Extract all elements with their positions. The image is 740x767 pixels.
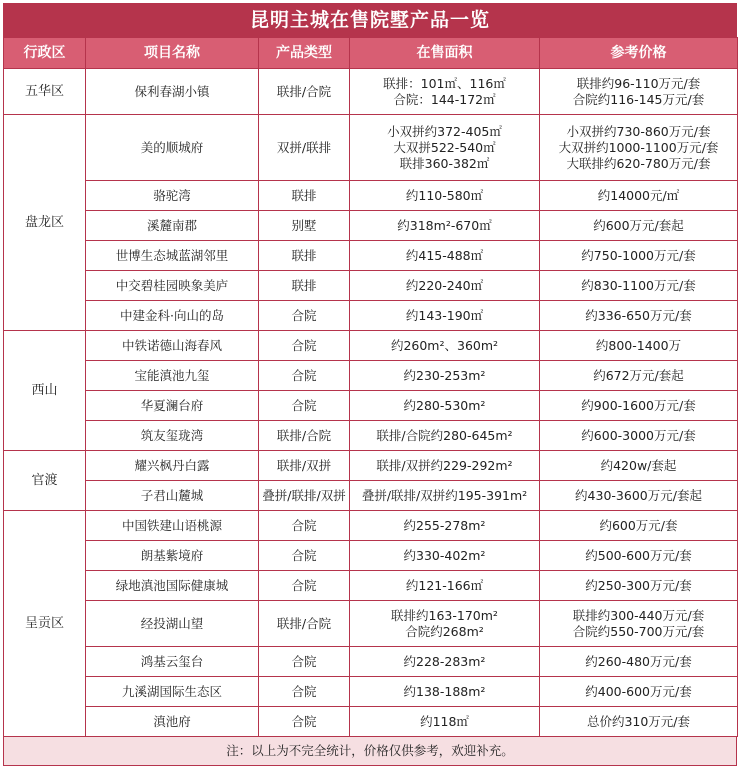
area-cell [350, 241, 540, 271]
project-name-cell: 经投湖山望 [86, 601, 259, 647]
header-district: 行政区 [4, 38, 86, 69]
area-cell [350, 301, 540, 331]
price-line: 小双拼约730-860万元/套 [566, 123, 711, 139]
price-cell [540, 115, 738, 181]
area-cell [350, 511, 540, 541]
table-row [4, 647, 738, 677]
project-name-cell: 骆驼湾 [86, 181, 259, 211]
product-table [3, 37, 738, 737]
header-product-type: 产品类型 [259, 38, 350, 69]
table-row [4, 707, 738, 737]
area-cell [350, 69, 540, 115]
table-row [4, 481, 738, 511]
area-cell [350, 571, 540, 601]
price-cell [540, 271, 738, 301]
price-line: 约600万元/套起 [593, 217, 684, 233]
price-line: 约250-300万元/套 [585, 577, 692, 593]
product-type-cell: 联排 [259, 271, 350, 301]
table-row [4, 271, 738, 301]
project-name-cell: 中建金科·向山的岛 [86, 301, 259, 331]
price-cell [540, 707, 738, 737]
price-line: 约400-600万元/套 [585, 683, 692, 699]
district-cell: 官渡 [4, 451, 86, 511]
price-line: 约600-3000万元/套 [581, 427, 696, 443]
product-type-cell: 合院 [259, 647, 350, 677]
area-line: 约143-190㎡ [405, 307, 484, 323]
table-row [4, 601, 738, 647]
footnote: 注：以上为不完全统计，价格仅供参考，欢迎补充。 [3, 737, 737, 766]
table-container [3, 3, 737, 766]
area-cell [350, 647, 540, 677]
product-type-cell: 双拼/联排 [259, 115, 350, 181]
area-cell [350, 391, 540, 421]
price-cell [540, 451, 738, 481]
district-cell: 呈贡区 [4, 511, 86, 737]
price-line: 大双拼约1000-1100万元/套 [558, 139, 719, 155]
table-row [4, 541, 738, 571]
price-line: 约800-1400万 [595, 337, 682, 353]
header-project-name: 项目名称 [86, 38, 259, 69]
area-cell [350, 115, 540, 181]
price-cell [540, 421, 738, 451]
area-cell [350, 481, 540, 511]
table-row [4, 391, 738, 421]
area-cell [350, 677, 540, 707]
area-cell [350, 707, 540, 737]
table-title: 昆明主城在售院墅产品一览 [3, 3, 737, 37]
product-type-cell: 别墅 [259, 211, 350, 241]
area-line: 约110-580㎡ [405, 187, 484, 203]
area-cell [350, 271, 540, 301]
district-cell: 五华区 [4, 69, 86, 115]
price-line: 约500-600万元/套 [585, 547, 692, 563]
area-line: 联排360-382㎡ [399, 155, 490, 171]
area-cell [350, 421, 540, 451]
area-line: 约260m²、360m² [390, 337, 499, 353]
price-cell [540, 511, 738, 541]
price-cell [540, 541, 738, 571]
table-row [4, 571, 738, 601]
area-line: 约318m²-670㎡ [397, 217, 492, 233]
price-line: 总价约310万元/套 [586, 713, 691, 729]
product-type-cell: 合院 [259, 707, 350, 737]
price-line: 约430-3600万元/套起 [575, 487, 702, 503]
product-type-cell: 联排/合院 [259, 69, 350, 115]
area-line: 约118㎡ [420, 713, 469, 729]
product-type-cell: 合院 [259, 571, 350, 601]
price-line: 合院约116-145万元/套 [572, 91, 705, 107]
price-cell [540, 301, 738, 331]
table-row [4, 361, 738, 391]
product-type-cell: 联排 [259, 241, 350, 271]
project-name-cell: 九溪湖国际生态区 [86, 677, 259, 707]
area-line: 叠拼/联排/双拼约195-391m² [361, 487, 528, 503]
table-row [4, 211, 738, 241]
header-row [4, 38, 738, 69]
project-name-cell: 宝能滇池九玺 [86, 361, 259, 391]
area-cell [350, 451, 540, 481]
area-line: 联排/合院约280-645m² [376, 427, 513, 443]
product-type-cell: 联排/合院 [259, 601, 350, 647]
product-type-cell: 叠拼/联排/双拼 [259, 481, 350, 511]
area-line: 约415-488㎡ [405, 247, 484, 263]
price-cell [540, 391, 738, 421]
price-cell [540, 361, 738, 391]
area-line: 约255-278m² [403, 517, 486, 533]
area-line: 联排：101㎡、116㎡ [383, 75, 506, 91]
product-type-cell: 合院 [259, 541, 350, 571]
price-cell [540, 677, 738, 707]
project-name-cell: 中国铁建山语桃源 [86, 511, 259, 541]
project-name-cell: 鸿基云玺台 [86, 647, 259, 677]
price-line: 约14000元/㎡ [597, 187, 680, 203]
price-line: 约420w/套起 [600, 457, 677, 473]
header-area: 在售面积 [350, 38, 540, 69]
price-cell [540, 241, 738, 271]
area-line: 约228-283m² [403, 653, 486, 669]
project-name-cell: 绿地滇池国际健康城 [86, 571, 259, 601]
product-type-cell: 合院 [259, 511, 350, 541]
area-cell [350, 211, 540, 241]
table-row [4, 421, 738, 451]
area-line: 小双拼约372-405㎡ [387, 123, 502, 139]
table-row [4, 451, 738, 481]
area-cell [350, 541, 540, 571]
project-name-cell: 保利春湖小镇 [86, 69, 259, 115]
product-type-cell: 合院 [259, 301, 350, 331]
table-row [4, 301, 738, 331]
price-cell [540, 211, 738, 241]
project-name-cell: 华夏澜台府 [86, 391, 259, 421]
table-row [4, 331, 738, 361]
table-row [4, 241, 738, 271]
area-line: 合院：144-172㎡ [393, 91, 496, 107]
project-name-cell: 筑友玺珑湾 [86, 421, 259, 451]
product-type-cell: 联排 [259, 181, 350, 211]
price-line: 约900-1600万元/套 [581, 397, 696, 413]
area-line: 联排约163-170m² [391, 607, 498, 623]
product-type-cell: 合院 [259, 677, 350, 707]
area-cell [350, 181, 540, 211]
area-line: 约230-253m² [403, 367, 486, 383]
product-type-cell: 合院 [259, 331, 350, 361]
price-line: 约830-1100万元/套 [581, 277, 696, 293]
price-line: 约336-650万元/套 [585, 307, 692, 323]
project-name-cell: 美的顺城府 [86, 115, 259, 181]
project-name-cell: 子君山麓城 [86, 481, 259, 511]
price-cell [540, 331, 738, 361]
area-line: 约280-530m² [403, 397, 486, 413]
price-line: 约600万元/套 [599, 517, 678, 533]
price-cell [540, 601, 738, 647]
table-row [4, 69, 738, 115]
price-line: 合院约550-700万元/套 [572, 623, 705, 639]
price-cell [540, 571, 738, 601]
area-line: 约220-240㎡ [405, 277, 484, 293]
project-name-cell: 中铁诺德山海春风 [86, 331, 259, 361]
product-type-cell: 联排/合院 [259, 421, 350, 451]
project-name-cell: 溪麓南郡 [86, 211, 259, 241]
price-line: 约750-1000万元/套 [581, 247, 696, 263]
table-row [4, 677, 738, 707]
price-line: 联排约96-110万元/套 [576, 75, 701, 91]
project-name-cell: 朗基紫境府 [86, 541, 259, 571]
area-line: 大双拼522-540㎡ [393, 139, 496, 155]
price-cell [540, 181, 738, 211]
price-cell [540, 481, 738, 511]
price-line: 联排约300-440万元/套 [572, 607, 705, 623]
project-name-cell: 耀兴枫丹白露 [86, 451, 259, 481]
table-row [4, 115, 738, 181]
project-name-cell: 世博生态城蓝湖邻里 [86, 241, 259, 271]
area-line: 合院约268m² [405, 623, 484, 639]
area-cell [350, 331, 540, 361]
price-line: 约672万元/套起 [593, 367, 684, 383]
district-cell: 盘龙区 [4, 115, 86, 331]
product-type-cell: 联排/双拼 [259, 451, 350, 481]
area-line: 联排/双拼约229-292m² [376, 457, 513, 473]
project-name-cell: 滇池府 [86, 707, 259, 737]
table-row [4, 181, 738, 211]
product-type-cell: 合院 [259, 391, 350, 421]
price-line: 约260-480万元/套 [585, 653, 692, 669]
area-line: 约138-188m² [403, 683, 486, 699]
area-cell [350, 601, 540, 647]
district-cell: 西山 [4, 331, 86, 451]
area-line: 约121-166㎡ [405, 577, 484, 593]
price-cell [540, 647, 738, 677]
area-line: 约330-402m² [403, 547, 486, 563]
price-line: 大联排约620-780万元/套 [566, 155, 711, 171]
table-body [4, 69, 738, 737]
price-cell [540, 69, 738, 115]
project-name-cell: 中交碧桂园映象美庐 [86, 271, 259, 301]
table-row [4, 511, 738, 541]
header-price: 参考价格 [540, 38, 738, 69]
product-type-cell: 合院 [259, 361, 350, 391]
area-cell [350, 361, 540, 391]
